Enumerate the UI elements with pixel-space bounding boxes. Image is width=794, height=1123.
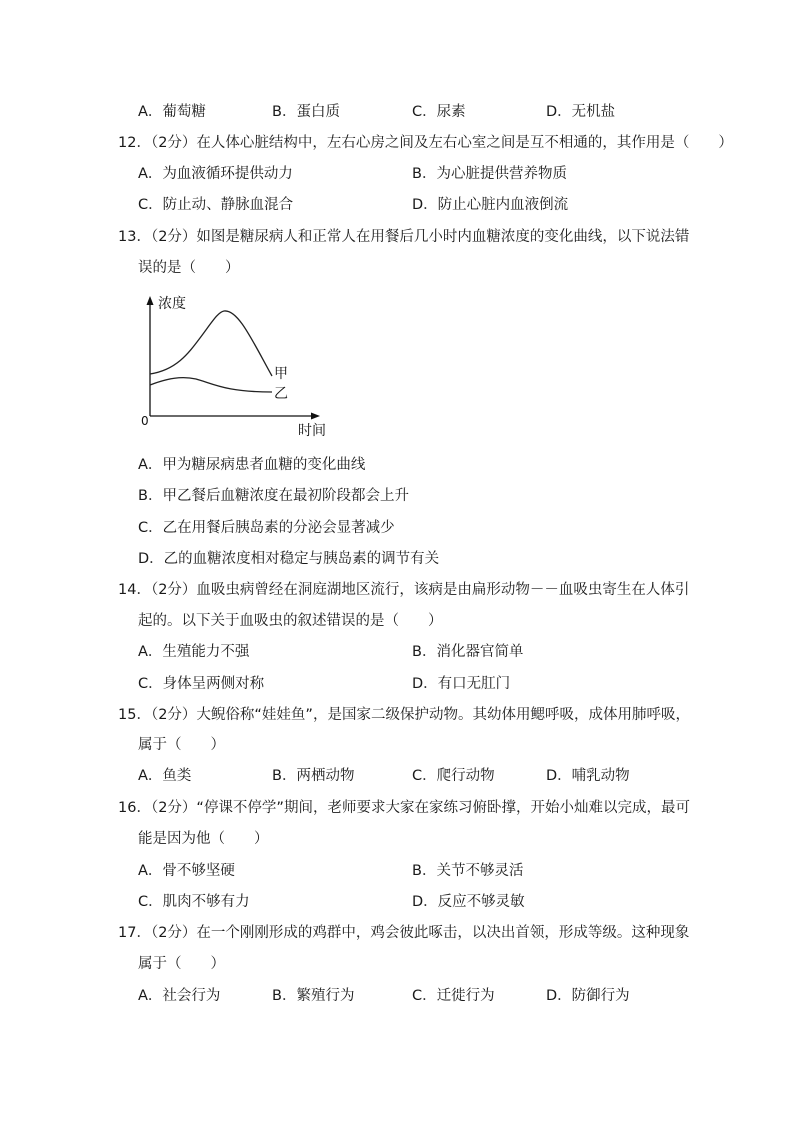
x-axis-arrow [311,413,320,420]
q13-stem-line1: 13．（2分）如图是糖尿病人和正常人在用餐后几小时内血糖浓度的变化曲线，以下说法错 [118,229,690,245]
blood-sugar-graph [126,292,336,442]
q12-option-a: A．为血液循环提供动力 [138,166,293,182]
q11-option-a: A．葡萄糖 [138,104,206,120]
q17-option-c: C．迁徙行为 [412,988,495,1004]
q15-option-a: A．鱼类 [138,768,192,784]
q11-option-c: C．尿素 [412,104,466,120]
blood-sugar-graph-svg [126,292,336,442]
q15-option-d: D．哺乳动物 [546,768,630,784]
q17-option-d: D．防御行为 [546,988,630,1004]
q16-option-b: B．关节不够灵活 [412,863,524,879]
q14-stem-line1: 14．（2分）血吸虫病曾经在洞庭湖地区流行，该病是由扁形动物－－血吸虫寄生在人体引 [118,582,690,598]
q16-stem-line2: 能是因为他（ ） [138,831,269,847]
series-jia-label: 甲 [274,366,288,382]
q13-option-b: B．甲乙餐后血糖浓度在最初阶段都会上升 [138,488,409,504]
q12-option-d: D．防止心脏内血液倒流 [412,197,569,213]
q14-option-c: C．身体呈两侧对称 [138,676,265,692]
q16-option-d: D．反应不够灵敏 [412,894,525,910]
q16-option-c: C．肌肉不够有力 [138,894,250,910]
q11-option-d: D．无机盐 [546,104,616,120]
q17-option-b: B．繁殖行为 [272,988,355,1004]
q13-option-a: A．甲为糖尿病患者血糖的变化曲线 [138,457,366,473]
q15-stem-line2: 属于（ ） [138,737,225,753]
curve-jia [150,311,272,376]
origin-label: 0 [141,414,149,428]
y-axis-label: 浓度 [158,296,186,312]
q13-stem-line2: 误的是（ ） [138,260,240,276]
x-axis-label: 时间 [298,423,326,439]
curve-yi [150,378,272,392]
q17-stem-line2: 属于（ ） [138,956,225,972]
q15-option-b: B．两栖动物 [272,768,355,784]
q14-stem-line2: 起的。以下关于血吸虫的叙述错误的是（ ） [138,613,443,629]
q16-option-a: A．骨不够坚硬 [138,863,235,879]
y-axis-arrow [147,296,154,305]
q12-option-b: B．为心脏提供营养物质 [412,166,567,182]
q11-option-b: B．蛋白质 [272,104,340,120]
q14-option-b: B．消化器官简单 [412,644,524,660]
q12-option-c: C．防止动、静脉血混合 [138,197,294,213]
q13-option-d: D．乙的血糖浓度相对稳定与胰岛素的调节有关 [138,551,440,567]
q13-option-c: C．乙在用餐后胰岛素的分泌会显著减少 [138,520,395,536]
q12-stem: 12．（2分）在人体心脏结构中，左右心房之间及左右心室之间是互不相通的，其作用是（ ） [118,135,733,151]
q16-stem-line1: 16．（2分）“停课不停学”期间，老师要求大家在家练习俯卧撑，开始小灿难以完成，最可 [118,800,690,816]
q15-option-c: C．爬行动物 [412,768,495,784]
q14-option-d: D．有口无肛门 [412,676,511,692]
q17-option-a: A．社会行为 [138,988,221,1004]
q17-stem-line1: 17．（2分）在一个刚刚形成的鸡群中，鸡会彼此啄击，以决出首领，形成等级。这种现象 [118,925,690,941]
q14-option-a: A．生殖能力不强 [138,644,250,660]
q15-stem-line1: 15．（2分）大鲵俗称“娃娃鱼”，是国家二级保护动物。其幼体用鳃呼吸，成体用肺呼吸， [118,707,690,723]
series-yi-label: 乙 [274,386,288,402]
